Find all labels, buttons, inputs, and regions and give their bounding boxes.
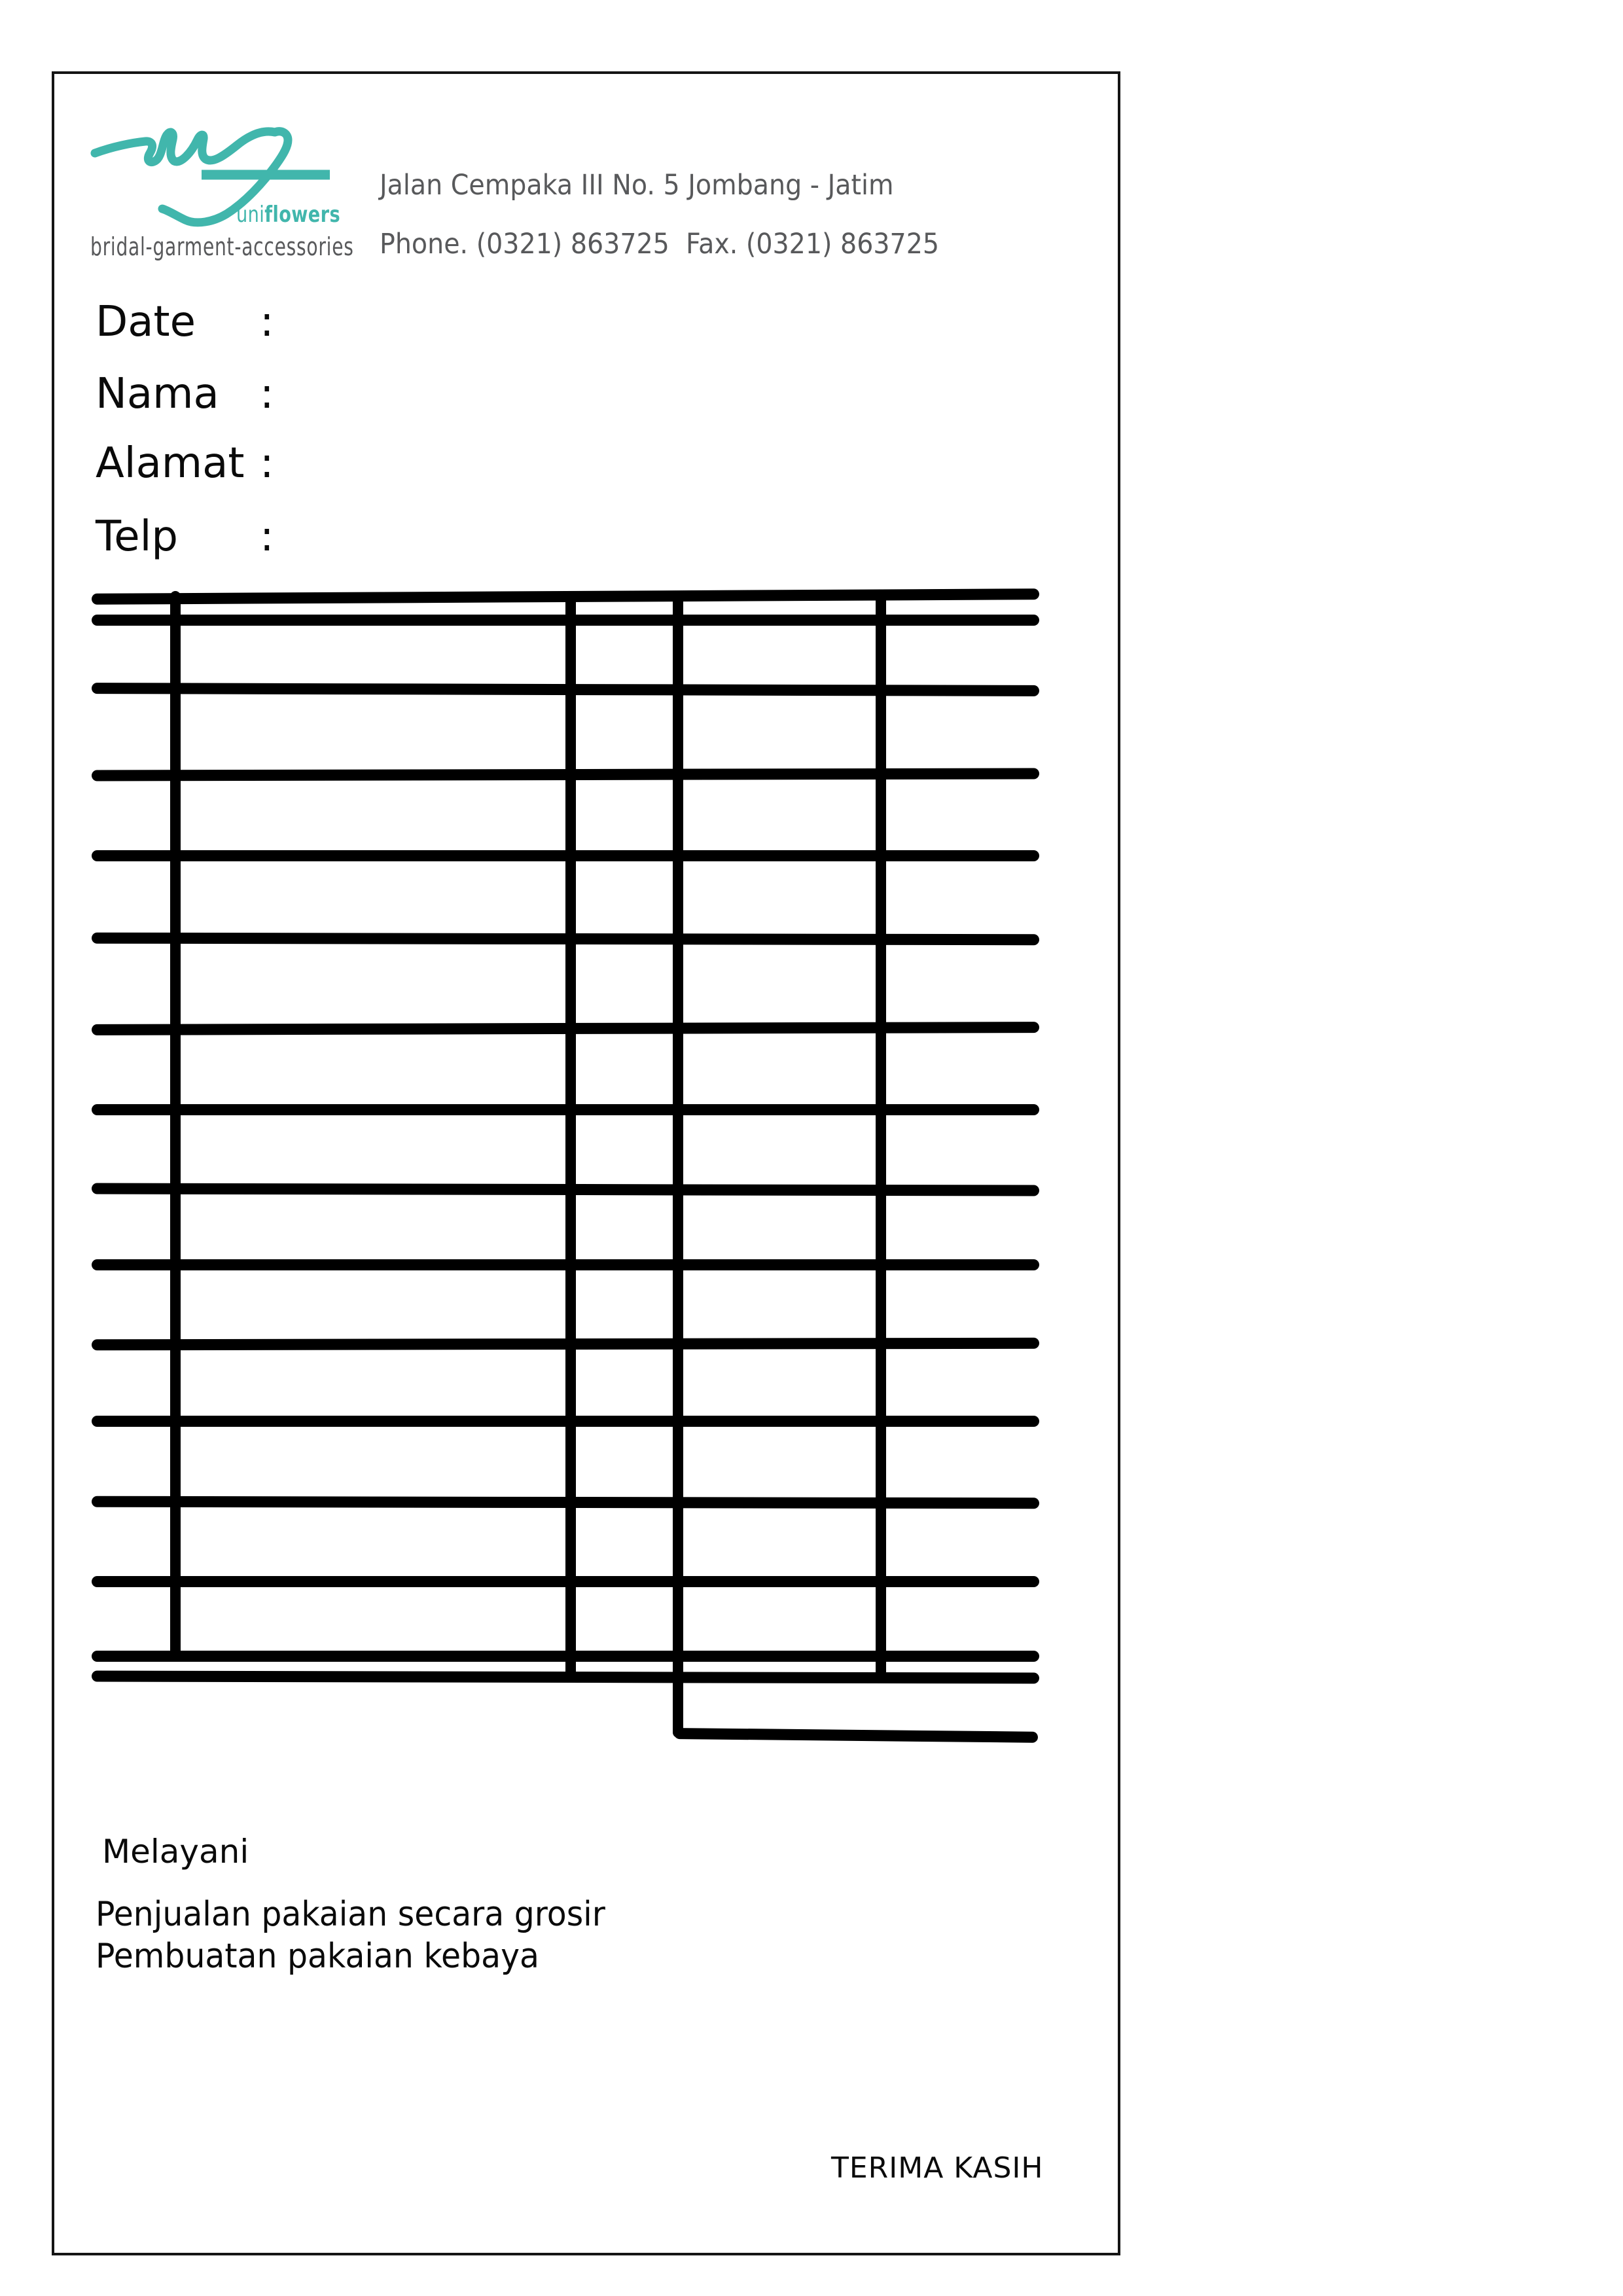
field-label-telp: Telp [96,512,178,561]
grid-line-vertical [170,591,181,1662]
phone-fax-line: Phone. (0321) 863725 Fax. (0321) 863725 [380,228,940,260]
field-colon: : [260,298,274,346]
brand-prefix: uni [236,202,265,228]
field-label-alamat: Alamat [96,439,245,488]
brand-tagline: bridal-garment-accessories [90,232,354,261]
thanks-note: TERIMA KASIH [831,2151,1044,2185]
service-item: Penjualan pakaian secara grosir [96,1895,605,1934]
field-colon: : [260,512,274,561]
grid-line-vertical [673,591,683,1738]
brand-suffix: flowers [264,202,341,228]
field-colon: : [260,439,274,488]
field-label-date: Date [96,298,196,346]
services-heading: Melayani [102,1833,249,1871]
service-item: Pembuatan pakaian kebaya [96,1937,539,1976]
grid-line-vertical [876,591,886,1677]
field-label-nama: Nama [96,370,219,418]
address-line: Jalan Cempaka III No. 5 Jombang - Jatim [380,169,894,202]
field-colon: : [260,370,274,418]
grid-line-vertical [565,591,576,1677]
grid-line-tail [674,1728,1038,1743]
